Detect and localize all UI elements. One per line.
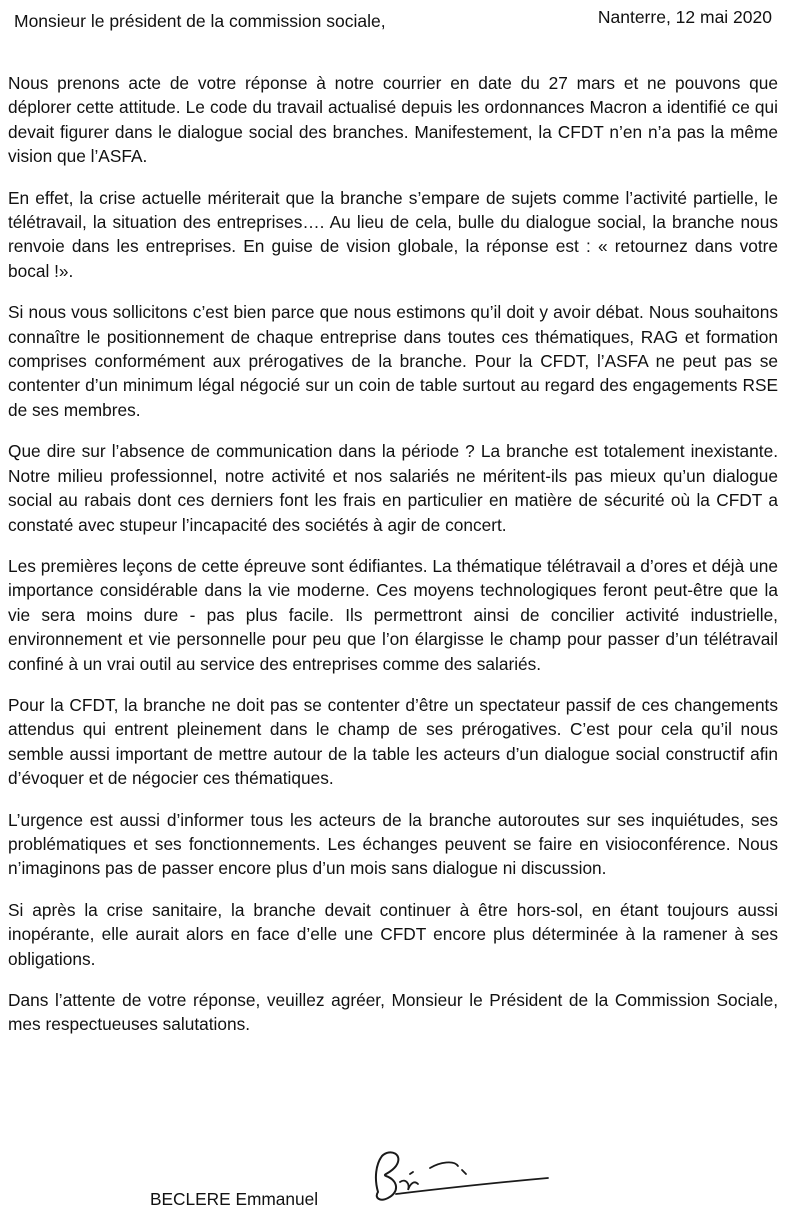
paragraph: Si nous vous sollicitons c’est bien parce que nous estimons qu’il doit y avoir débat. Nous souhaitons connaître le positionnement de chaque entreprise dans toutes ces thématiques, RAG et formation comprises conformément aux prérogatives de la branche. Pour la CFDT, l’ASFA ne peut pas se contenter d’un minimum légal négocié sur un coin de table surtout au regard des engagements RSE de ses membres. <box>8 302 778 420</box>
handwritten-signature <box>360 1148 560 1206</box>
paragraph: L’urgence est aussi d’informer tous les acteurs de la branche autoroutes sur ses inquiétudes, ses problématiques et ses fonctionnements. Les échanges peuvent se faire en visioconférence. Nous n’imaginons pas de passer encore plus d’un mois sans dialogue ni discussion. <box>8 809 778 879</box>
place-date: Nanterre, 12 mai 2020 <box>597 7 772 27</box>
paragraph: Dans l’attente de votre réponse, veuillez agréer, Monsieur le Président de la Commission Sociale, mes respectueuses salutations. <box>8 990 778 1035</box>
letter-body <box>8 71 778 1054</box>
paragraph: En effet, la crise actuelle mériterait que la branche s’empare de sujets comme l’activité partielle, le télétravail, la situation des entreprises…. Au lieu de cela, bulle du dialogue social, la branche nous renvoie dans les entreprises. En guise de vision globale, la réponse est : « retournez dans votre bocal !». <box>8 187 778 281</box>
signatory-name: BECLERE Emmanuel <box>150 1189 319 1209</box>
paragraph: Pour la CFDT, la branche ne doit pas se contenter d’être un spectateur passif de ces changements attendus qui entrent pleinement dans le champ de ses prérogatives. C’est pour cela qu’il nous semble aussi important de mettre autour de la table les acteurs d’un dialogue social constructif afin d’évoquer et de négocier ces thématiques. <box>8 694 778 789</box>
paragraph: Nous prenons acte de votre réponse à notre courrier en date du 27 mars et ne pouvons que déplorer cette attitude. Le code du travail actualisé depuis les ordonnances Macron a identifié ce qui devait figurer dans le dialogue social des branches. Manifestement, la CFDT n’en n’a pas la même vision que l’ASFA. <box>8 73 778 167</box>
salutation: Monsieur le président de la commission sociale, <box>14 11 386 31</box>
paragraph: Si après la crise sanitaire, la branche devait continuer à être hors-sol, en étant toujours aussi inopérante, elle aurait alors en face d’elle une CFDT encore plus déterminée à la ramener à ses obligations. <box>8 899 778 969</box>
paragraph: Que dire sur l’absence de communication dans la période ? La branche est totalement inexistante. Notre milieu professionnel, notre activité et nos salariés ne méritent-ils pas mieux qu’un dialogue social au rabais dont ces derniers font les frais en particulier en matière de sécurité où la CFDT a constaté avec stupeur l’incapacité des sociétés à agir de concert. <box>8 441 778 535</box>
paragraph: Les premières leçons de cette épreuve sont édifiantes. La thématique télétravail a d’ores et déjà une importance considérable dans la vie moderne. Ces moyens technologiques feront peut-être que la vie sera moins dure - pas plus facile. Ils permettront ainsi de concilier activité industrielle, environnement et vie personnelle pour peu que l’on élargisse le champ pour passer d’un télétravail confiné à un vrai outil au service des entreprises comme des salariés. <box>8 555 778 674</box>
